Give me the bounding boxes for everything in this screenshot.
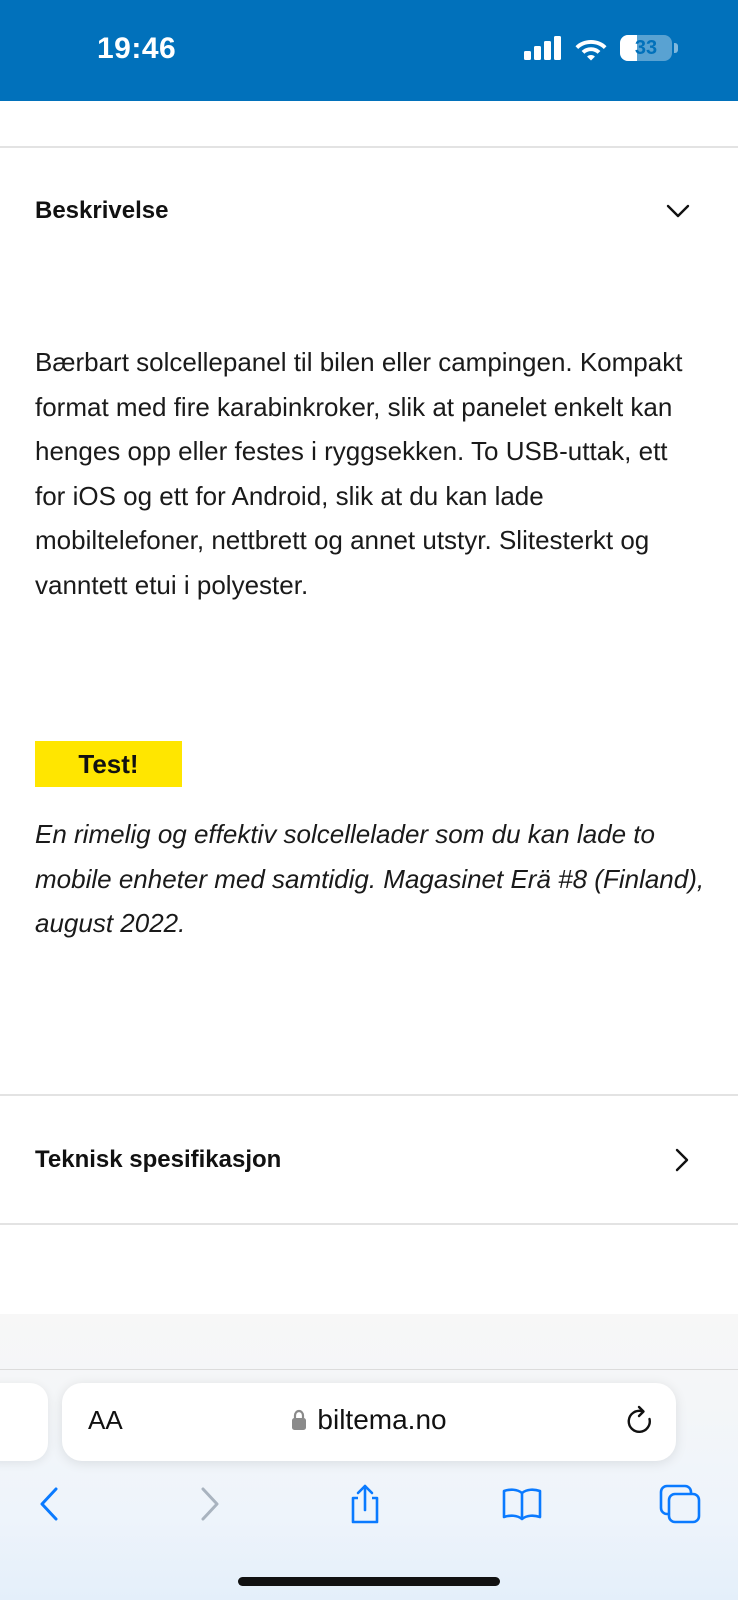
bookmarks-icon [501,1487,543,1521]
divider [0,1223,738,1225]
address-bar[interactable] [62,1383,676,1461]
home-indicator [238,1577,500,1586]
forward-button[interactable] [186,1480,234,1528]
tabs-button[interactable] [656,1480,704,1528]
signal-icon [524,36,562,60]
battery-level: 33 [634,36,658,59]
url-display[interactable] [62,1404,676,1436]
test-badge: Test! [35,741,182,787]
battery-icon [620,35,672,61]
description-section-header[interactable] [0,185,738,237]
lock-icon [291,1409,307,1431]
chevron-down-icon [666,203,690,219]
status-icons [524,33,678,63]
product-description: Bærbart solcellepanel til bilen eller campingen. Kompakt format med fire karabinkroker, slik at panelet enkelt kan henges opp eller festes i ryggsekken. To USB-uttak, ett for iOS og ett for Android, slik at du kan lade mobiltelefoner, nettbrett og annet utstyr. Slitesterkt og vanntett etui i polyester. [35,347,683,600]
divider [0,1094,738,1096]
divider [0,146,738,148]
forward-icon [198,1486,222,1522]
browser-bar-divider [0,1369,738,1370]
share-button[interactable] [341,1480,389,1528]
battery-nub [674,43,678,53]
chevron-right-icon [674,1148,690,1172]
wifi-icon [574,35,608,61]
domain-text: biltema.no [317,1404,447,1435]
review-quote: En rimelig og effektiv solcellelader som du kan lade to mobile enheter med samtidig. Magasinet Erä #8 (Finland), august 2022. [35,819,705,938]
tabs-icon [659,1484,701,1524]
back-icon [37,1486,61,1522]
status-time: 19:46 [97,32,177,65]
tech-spec-title: Teknisk spesifikasjon [35,1146,282,1173]
previous-tab-preview[interactable] [0,1383,48,1461]
bookmarks-button[interactable] [498,1480,546,1528]
text-size-label: AA [88,1405,123,1435]
share-icon [347,1483,383,1525]
description-title: Beskrivelse [35,197,169,224]
status-bar [0,0,738,101]
tech-spec-section-header[interactable] [0,1110,738,1210]
back-button[interactable] [25,1480,73,1528]
reload-icon[interactable] [624,1405,656,1439]
